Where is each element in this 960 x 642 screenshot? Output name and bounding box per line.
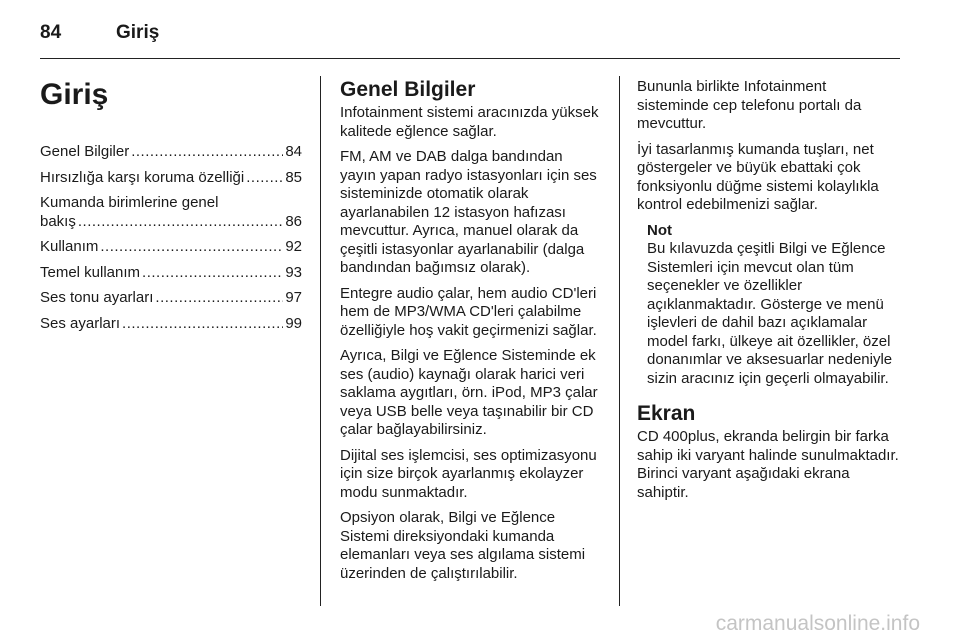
toc-leader <box>131 143 283 162</box>
header-rule <box>40 58 900 59</box>
toc-page: 93 <box>285 263 302 281</box>
page-number: 84 <box>40 22 62 43</box>
toc-page: 85 <box>285 168 302 186</box>
paragraph: CD 400plus, ekranda belirgin bir farka sahip iki varyant halinde sunulmaktadır. Birinci varyant aşağıdaki ekrana sahiptir. <box>637 428 899 501</box>
toc-page: 92 <box>285 238 302 255</box>
toc-column <box>40 78 302 340</box>
toc-label: Ses tonu ayarları <box>40 289 154 306</box>
header-title: Giriş <box>116 22 160 43</box>
note-box <box>637 222 902 389</box>
paragraph: Opsiyon olarak, Bilgi ve Eğlence Sistemi direksiyondaki kumanda elemanları veya ses algılama sistemi üzerinden de çalıştırılabilir. <box>340 509 586 582</box>
toc-label: Hırsızlığa karşı koruma özelliği <box>40 168 245 186</box>
right-column <box>637 78 902 509</box>
toc-entry[interactable] <box>40 169 302 188</box>
toc-leader <box>122 315 283 334</box>
toc-label: bakış <box>40 212 76 230</box>
paragraph: FM, AM ve DAB dalga bandından yayın yapan radyo istasyonları için ses sisteminizde otomatik olarak ayarlanabilen 12 istasyon hafızası mevcuttur. Ayrıca, manuel olarak da çeşitli istasyonlar ayarlanabilir (dalga bandından bağımsız olarak). <box>340 148 597 276</box>
paragraph: Entegre audio çalar, hem audio CD'leri hem de MP3/WMA CD'leri çalabilme özelliğiyle hoş vakit geçirmenizi sağlar. <box>340 284 597 339</box>
toc-label: Temel kullanım <box>40 263 141 281</box>
toc-page: 99 <box>285 314 302 332</box>
section-heading-general: Genel Bilgiler <box>340 78 476 101</box>
toc-entry[interactable] <box>40 194 302 231</box>
toc-page: 86 <box>285 212 302 230</box>
column-divider-1 <box>320 76 321 606</box>
note-text: Bu kılavuzda çeşitli Bilgi ve Eğlence Sistemleri için mevcut olan tüm seçenekler ve özellikler açıklanmaktadır. Gösterge ve menü işlevleri de dahil bazı açıklamalar model farkı, ülkeye ait özellikler, özel donanımlar ve aksesuarlar nedeniyle sizin aracınız için geçerli olmayabilir. <box>647 240 893 387</box>
table-of-contents <box>40 143 302 333</box>
toc-label: Genel Bilgiler <box>40 143 130 160</box>
toc-entry[interactable] <box>40 264 302 283</box>
toc-leader <box>246 169 283 188</box>
toc-label: Kullanım <box>40 238 99 255</box>
toc-label: Ses ayarları <box>40 314 121 332</box>
toc-leader <box>142 264 283 283</box>
paragraph: Dijital ses işlemcisi, ses optimizasyonu için size birçok ayarlanmış ekolayzer modu sunmaktadır. <box>340 446 597 501</box>
toc-leader <box>78 213 283 232</box>
chapter-title: Giriş <box>40 78 109 111</box>
paragraph: İyi tasarlanmış kumanda tuşları, net göstergeler ve büyük ebattaki çok fonksiyonlu düğme sistemi kolaylıkla kontrol edebilmenizi sağlar. <box>637 140 879 213</box>
paragraph: Infotainment sistemi aracınızda yüksek kalitede eğlence sağlar. <box>340 104 599 140</box>
toc-leader <box>155 289 283 308</box>
toc-leader <box>100 238 283 257</box>
general-info-column <box>340 78 602 590</box>
toc-entry[interactable] <box>40 315 302 334</box>
toc-entry[interactable] <box>40 238 302 257</box>
paragraph: Bununla birlikte Infotainment sisteminde cep telefonu portalı da mevcuttur. <box>637 78 862 132</box>
watermark: carmanualsonline.info <box>715 612 920 635</box>
toc-label-line1: Kumanda birimlerine genel <box>40 194 219 211</box>
column-divider-2 <box>619 76 620 606</box>
note-title: Not <box>647 221 672 239</box>
section-heading-ekran: Ekran <box>637 402 696 425</box>
toc-page: 97 <box>285 289 302 306</box>
toc-entry[interactable] <box>40 143 302 162</box>
toc-entry[interactable] <box>40 289 302 308</box>
paragraph: Ayrıca, Bilgi ve Eğlence Sisteminde ek ses (audio) kaynağı olarak harici veri saklama aygıtları, örn. iPod, MP3 çalar veya USB belle veya taşınabilir bir CD çalar bağlayabilirsiniz. <box>340 347 598 438</box>
toc-page: 84 <box>285 143 302 160</box>
